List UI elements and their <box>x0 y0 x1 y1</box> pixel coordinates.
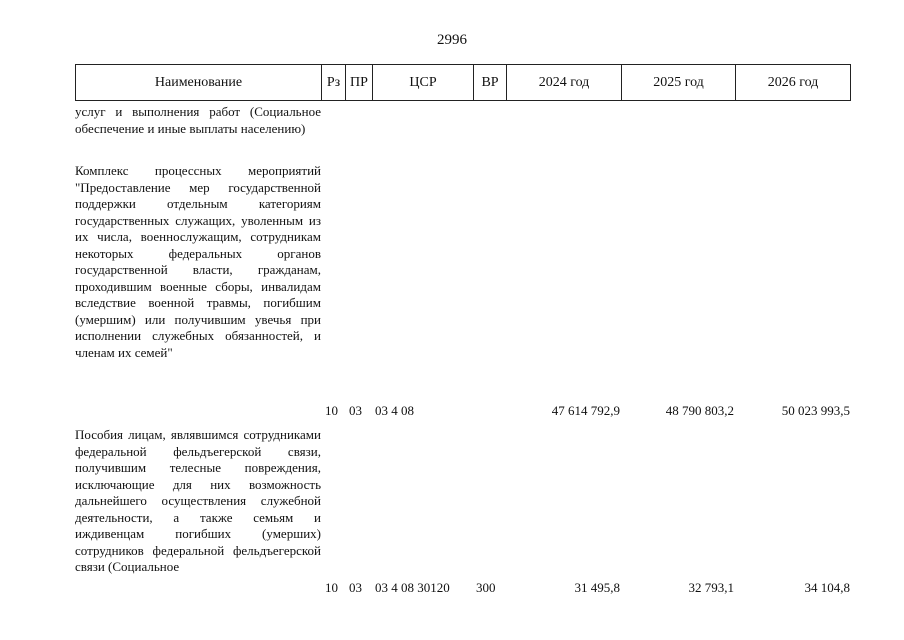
header-csr: ЦСР <box>373 65 474 100</box>
header-name: Наименование <box>76 65 322 100</box>
header-pr: ПР <box>346 65 373 100</box>
header-2026: 2026 год <box>767 75 819 90</box>
table-cell-2025: 32 793,1 <box>688 580 734 595</box>
table-cell-2026: 50 023 993,5 <box>781 403 850 418</box>
header-vr: ВР <box>474 65 507 100</box>
table-cell-csr: 03 4 08 30120 <box>375 580 450 595</box>
table-cell-rz: 10 <box>325 403 338 418</box>
header-2024: 2024 год <box>507 65 622 100</box>
table-cell-pr: 03 <box>349 580 362 595</box>
table-row-name: Пособия лицам, являвшимся сотрудниками федеральной фельдъегерской связи, получившим телесные повреждения, исключающие для них возможность дальнейшего осуществления служебной деятельности, а также семьям и иждивенцам погибших (умерших) сотрудников федеральной фельдъегерской связи (Социальное <box>75 427 321 574</box>
table-header <box>75 64 851 101</box>
table-cell-2024: 47 614 792,9 <box>551 403 620 418</box>
table-cell-2025: 48 790 803,2 <box>665 403 734 418</box>
table-row-name: услуг и выполнения работ (Социальное обеспечение и иные выплаты населению) <box>75 104 321 136</box>
header-rz: Рз <box>322 65 346 100</box>
table-row-name: Комплекс процессных мероприятий "Предоставление мер государственной поддержки отдельным категориям государственных служащих, уволенным из их числа, военнослужащим, сотрудникам некоторых федеральных органов государственной власти, гражданам, проходившим военные сборы, инвалидам вследствие военной травмы, погибшим (умершим) или получившим увечья при исполнении служебных обязанностей, и членам их семей" <box>75 163 321 360</box>
table-cell-csr: 03 4 08 <box>375 403 414 418</box>
header-2025: 2025 год <box>622 65 736 100</box>
table-cell-vr: 300 <box>476 580 496 595</box>
table-cell-2026: 34 104,8 <box>804 580 850 595</box>
table-cell-2024: 31 495,8 <box>574 580 620 595</box>
table-cell-pr: 03 <box>349 403 362 418</box>
table-cell-rz: 10 <box>325 580 338 595</box>
page-number: 2996 <box>437 32 467 48</box>
